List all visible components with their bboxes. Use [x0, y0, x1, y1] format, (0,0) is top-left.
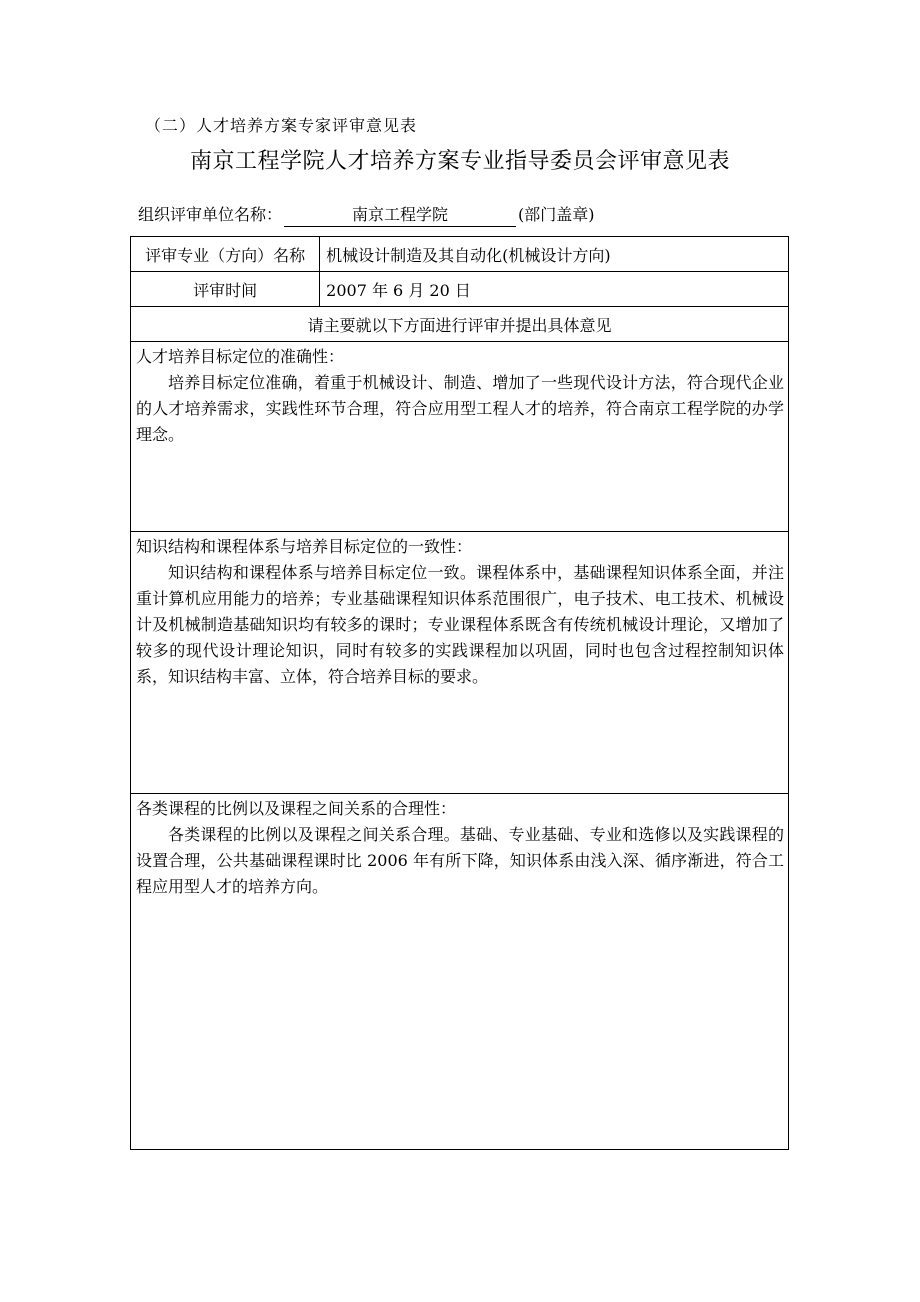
section-question: 知识结构和课程体系与培养目标定位的一致性：: [136, 537, 473, 556]
org-suffix: (部门盖章): [518, 205, 595, 224]
section-row-2: [131, 532, 789, 794]
page-title: 南京工程学院人才培养方案专业指导委员会评审意见表: [189, 149, 730, 174]
section-cell: [131, 794, 789, 1150]
org-line: [138, 202, 595, 227]
section-cell: [131, 342, 789, 532]
review-table: [130, 236, 789, 1150]
section-question: 各类课程的比例以及课程之间关系的合理性：: [136, 799, 457, 818]
time-value: 2007 年 6 月 20 日: [320, 272, 789, 307]
major-value: 机械设计制造及其自动化(机械设计方向): [320, 237, 789, 272]
org-label: 组织评审单位名称：: [138, 205, 283, 224]
sub-heading: （二）人才培养方案专家评审意见表: [145, 116, 418, 135]
section-question: 人才培养目标定位的准确性：: [136, 347, 345, 366]
time-row: [131, 272, 789, 307]
time-label: 评审时间: [131, 272, 320, 307]
section-answer: 知识结构和课程体系与培养目标定位一致。课程体系中，基础课程知识体系全面，并注重计算机应用能力的培养；专业基础课程知识体系范围很广，电子技术、电工技术、机械设计及机械制造基础知识均有较多的课时；专业课程体系既含有传统机械设计理论，又增加了较多的现代设计理论知识，同时有较多的实践课程加以巩固，同时也包含过程控制知识体系，知识结构丰富、立体，符合培养目标的要求。: [136, 563, 784, 686]
instruction-row: [131, 307, 789, 342]
instruction-text: 请主要就以下方面进行评审并提出具体意见: [131, 307, 789, 342]
major-row: [131, 237, 789, 272]
section-cell: [131, 532, 789, 794]
section-row-3: [131, 794, 789, 1150]
section-answer: 培养目标定位准确，着重于机械设计、制造、增加了一些现代设计方法，符合现代企业的人才培养需求，实践性环节合理，符合应用型工程人才的培养，符合南京工程学院的办学理念。: [136, 373, 784, 444]
org-name: 南京工程学院: [284, 202, 516, 227]
major-label: 评审专业（方向）名称: [131, 237, 320, 272]
section-answer: 各类课程的比例以及课程之间关系合理。基础、专业基础、专业和选修以及实践课程的设置合理，公共基础课程课时比 2006 年有所下降，知识体系由浅入深、循序渐进，符合工程应用型人才的培养方向。: [136, 825, 784, 896]
section-row-1: [131, 342, 789, 532]
